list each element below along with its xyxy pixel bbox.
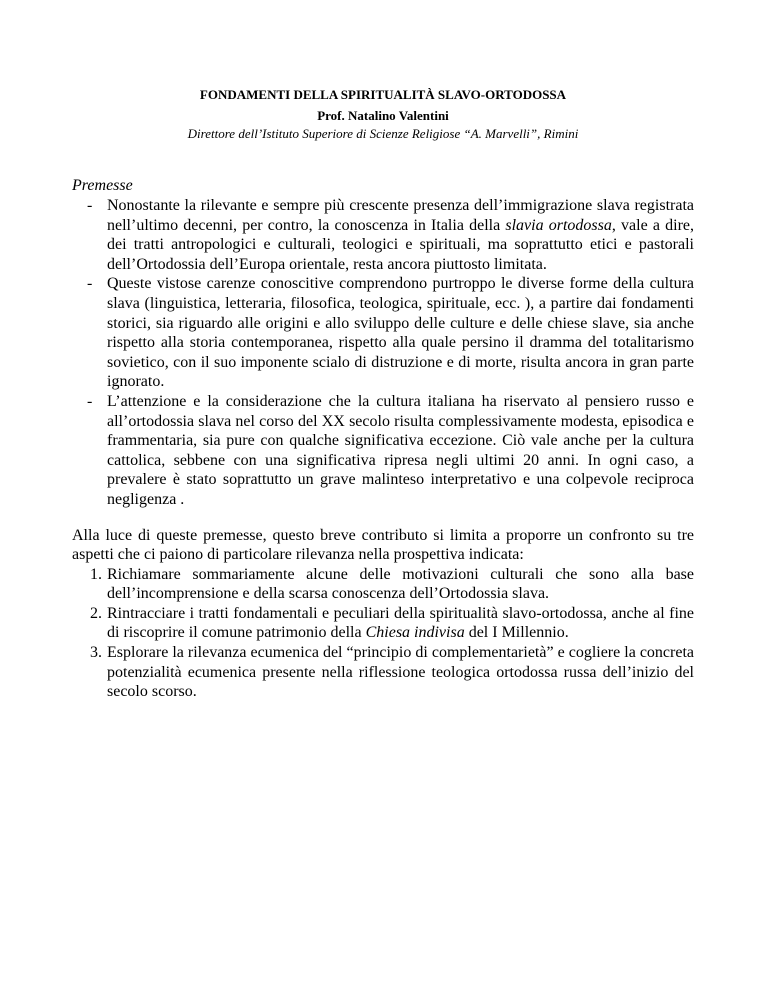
section-heading-premesse: Premesse [72,177,133,194]
aims-item [72,565,694,604]
aims-item-text: Rintracciare i tratti fondamentali e peculiari della spiritualità slavo-ortodossa, anche al fine di riscoprire il comune patrimonio della [107,604,694,642]
item-number: 3. [90,644,102,662]
bullet-marker: - [87,392,93,410]
author-affiliation: Direttore dell’Istituto Superiore di Scienze Religiose “A. Marvelli”, Rimini [187,126,579,141]
document-page [72,86,694,702]
bullet-marker: - [87,275,93,293]
conclusion-intro: Alla luce di queste premesse, questo breve contributo si limita a proporre un confronto su tre aspetti che ci paiono di particolare rilevanza nella prospettiva indicata: [72,526,694,564]
aims-item-text: Esplorare la rilevanza ecumenica del “principio di complementarietà” e cogliere la concreta potenzialità ecumenica presente nella riflessione teologica ortodossa russa dell’inizio del secolo scorso. [107,644,694,701]
aims-list [72,565,694,702]
item-number: 2. [90,604,102,622]
aims-item-emphasis: Chiesa indivisa [365,624,465,642]
aims-item [72,604,694,643]
aims-item [72,643,694,702]
premesse-item [72,196,694,274]
premesse-item [72,274,694,392]
item-number: 1. [90,565,102,583]
premesse-list [72,196,694,510]
aims-item-text: del I Millennio. [464,624,569,642]
premesse-item-text: Queste vistose carenze conoscitive comprendono purtroppo le diverse forme della cultura slava (linguistica, letteraria, filosofica, teologica, spirituale, ecc. ), a partire dai fondamenti storici, sia riguardo alle origini e allo sviluppo delle culture e delle chiese slave, sia anche rispetto alla storia contemporanea, rispetto alla quale persino il dramma del totalitarismo sovietico, con il suo imponente scialo di distruzione e di morte, risulta ancora in gran parte ignorato. [107,275,694,391]
author-name: Prof. Natalino Valentini [317,108,449,123]
premesse-item-text: , vale a dire, dei tratti antropologici e culturali, teologici e spirituali, ma soprattutto etici e pastorali dell’Ortodossia dell’Europa orientale, resta ancora piuttosto limitata. [107,216,695,273]
premesse-item-emphasis: slavia ortodossa [505,216,612,234]
premesse-item [72,392,694,510]
aims-item-text: Richiamare sommariamente alcune delle motivazioni culturali che sono alla base dell’incomprensione e della scarsa conoscenza dell’Ortodossia slava. [107,565,694,603]
premesse-item-text: L’attenzione e la considerazione che la cultura italiana ha riservato al pensiero russo e all’ortodossia slava nel corso del XX secolo risulta complessivamente modesta, episodica e frammentaria, sia pure con qualche significativa eccezione. Ciò vale anche per la cultura cattolica, sebbene con una significativa ripresa negli ultimi 20 anni. In ogni caso, a prevalere è stato soprattutto un grave malinteso interpretativo e una colpevole reciproca negligenza . [107,392,694,508]
document-title: FONDAMENTI DELLA SPIRITUALITÀ SLAVO-ORTODOSSA [199,87,567,102]
premesse-item-text: Nonostante la rilevante e sempre più crescente presenza dell’immigrazione slava registrata nell’ultimo decenni, per contro, la conoscenza in Italia della [107,197,694,234]
bullet-marker: - [87,197,93,214]
